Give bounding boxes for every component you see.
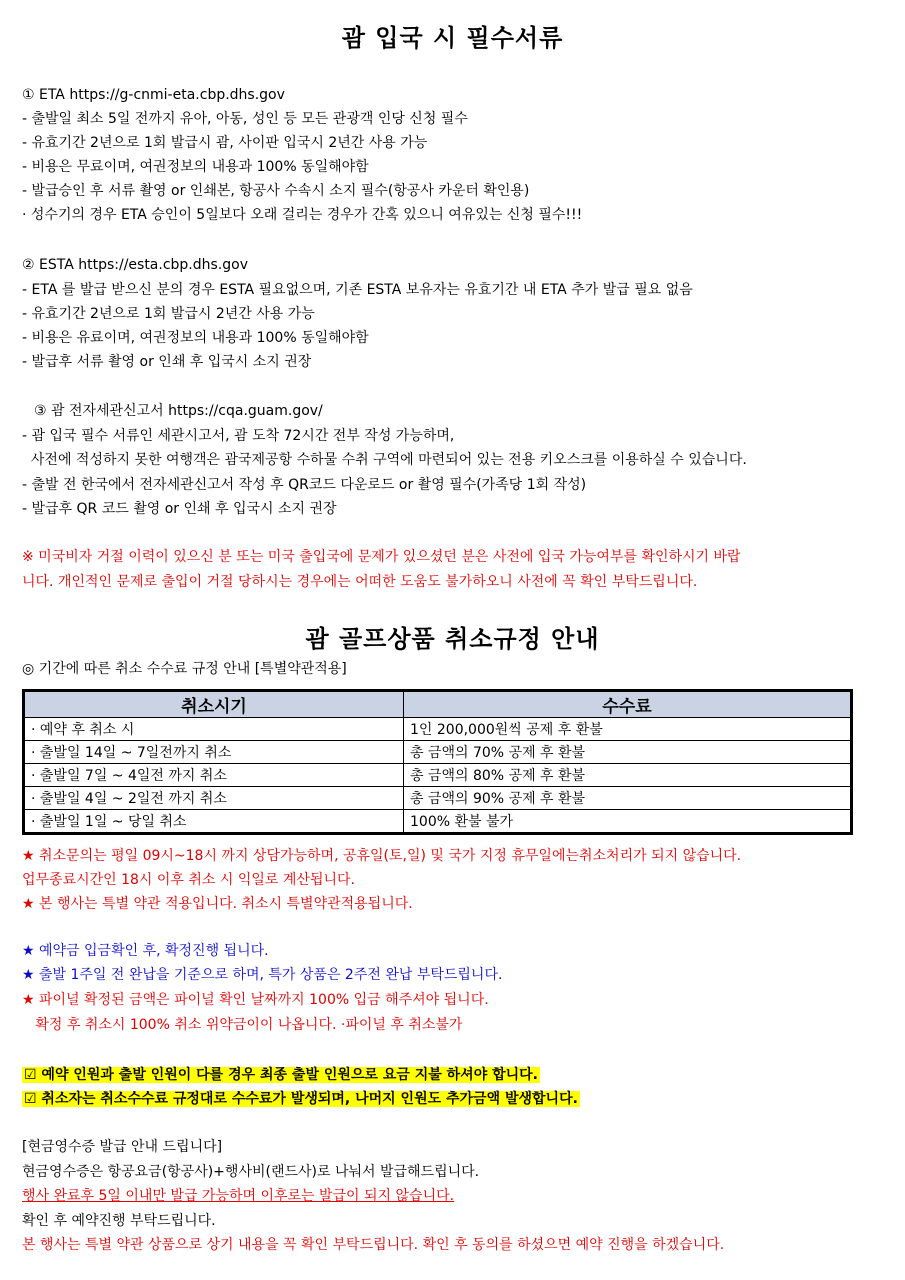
period-cell: · 출발일 4일 ~ 2일전 까지 취소 (24, 787, 404, 810)
cancel-policy-title: 괌 골프상품 취소규정 안내 (305, 625, 600, 653)
highlight-notice (22, 1090, 580, 1108)
eta-line: - 출발일 최소 5일 전까지 유아, 아동, 성인 등 모든 관광객 인당 신청 필수 (22, 111, 468, 127)
cancel-time-note: 업무종료시간인 18시 이후 취소 시 익일로 계산됩니다. (22, 872, 355, 888)
period-cell: · 예약 후 취소 시 (24, 718, 404, 741)
fee-cell: 총 금액의 70% 공제 후 환불 (404, 741, 852, 764)
fee-cell: 1인 200,000원씩 공제 후 환불 (404, 718, 852, 741)
eta-line: - 발급승인 후 서류 촬영 or 인쇄본, 항공사 수속시 소지 필수(항공사 카운터 확인용) (22, 183, 530, 199)
headcount-highlight: ☑ 예약 인원과 출발 인원이 다를 경우 최종 출발 인원으로 요금 지불 하셔야 합니다. (24, 1067, 538, 1083)
table-row (24, 810, 852, 834)
esta-heading: ② ESTA https://esta.cbp.dhs.gov (22, 257, 248, 273)
cancel-inquiry-note: ★ 취소문의는 평일 09시~18시 까지 상담가능하며, 공휴일(토,일) 및 국가 지정 휴무일에는취소처리가 되지 않습니다. (22, 848, 742, 864)
table-header-row (24, 691, 852, 718)
receipt-heading: [현금영수증 발급 안내 드립니다] (22, 1139, 223, 1155)
page-title: 괌 입국 시 필수서류 (341, 24, 564, 52)
eta-line: - 유효기간 2년으로 1회 발급시 괌, 사이판 입국시 2년간 사용 가능 (22, 135, 428, 151)
esta-line: - 유효기간 2년으로 1회 발급시 2년간 사용 가능 (22, 306, 315, 322)
full-payment-note: ★ 출발 1주일 전 완납을 기준으로 하며, 특가 상품은 2주전 완납 부탁드립니다. (22, 967, 503, 983)
column-header-period: 취소시기 (24, 691, 404, 718)
fee-cell: 총 금액의 90% 공제 후 환불 (404, 787, 852, 810)
table-row (24, 787, 852, 810)
final-cancel-note: 확정 후 취소시 100% 취소 위약금이이 나옵니다. ·파이널 후 취소불가 (22, 1017, 463, 1033)
esta-line: - ETA 를 발급 받으신 분의 경우 ESTA 필요없으며, 기존 ESTA 보유자는 유효기간 내 ETA 추가 발급 필요 없음 (22, 282, 693, 298)
receipt-line: 현금영수증은 항공요금(항공사)+행사비(랜드사)로 나눠서 발급해드립니다. (22, 1164, 480, 1180)
esta-line: - 발급후 서류 촬영 or 인쇄 후 입국시 소지 권장 (22, 354, 312, 370)
customs-heading: ③ 괌 전자세관신고서 https://cqa.guam.gov/ (34, 403, 323, 419)
table-row (24, 741, 852, 764)
column-header-fee: 수수료 (404, 691, 852, 718)
esta-line: - 비용은 유료이며, 여권정보의 내용과 100% 동일해야함 (22, 330, 369, 346)
cancel-fee-table (22, 689, 853, 835)
visa-notice-line: 니다. 개인적인 문제로 출입이 거절 당하시는 경우에는 어떠한 도움도 불가하오니 사전에 꼭 확인 부탁드립니다. (22, 574, 698, 590)
table-row (24, 764, 852, 787)
fee-cell: 100% 환불 불가 (404, 810, 852, 834)
fee-cell: 총 금액의 80% 공제 후 환불 (404, 764, 852, 787)
period-cell: · 출발일 7일 ~ 4일전 까지 취소 (24, 764, 404, 787)
final-confirmation-line: 본 행사는 특별 약관 상품으로 상기 내용을 꼭 확인 부탁드립니다. 확인 후 동의를 하셨으면 예약 진행을 하겠습니다. (22, 1237, 725, 1253)
customs-line: - 괌 입국 필수 서류인 세관시고서, 괌 도착 72시간 전부 작성 가능하며, (22, 428, 455, 444)
customs-line: - 발급후 QR 코드 촬영 or 인쇄 후 입국시 소지 권장 (22, 501, 337, 517)
highlight-notice (22, 1066, 540, 1084)
period-cell: · 출발일 14일 ~ 7일전까지 취소 (24, 741, 404, 764)
eta-line: · 성수기의 경우 ETA 승인이 5일보다 오래 걸리는 경우가 간혹 있으니 여유있는 신청 필수!!! (22, 207, 583, 223)
eta-heading: ① ETA https://g-cnmi-eta.cbp.dhs.gov (22, 87, 285, 103)
table-row (24, 718, 852, 741)
deposit-note: ★ 예약금 입금확인 후, 확정진행 됩니다. (22, 943, 269, 959)
customs-line: 사전에 적성하지 못한 여행객은 괌국제공항 수하물 수취 구역에 마련되어 있는 전용 키오스크를 이용하실 수 있습니다. (22, 452, 747, 468)
receipt-deadline-line: 행사 완료후 5일 이내만 발급 가능하며 이후로는 발급이 되지 않습니다. (22, 1188, 455, 1204)
special-terms-note: ★ 본 행사는 특별 약관 적용입니다. 취소시 특별약관적용됩니다. (22, 896, 413, 912)
period-cell: · 출발일 1일 ~ 당일 취소 (24, 810, 404, 834)
receipt-line: 확인 후 예약진행 부탁드립니다. (22, 1213, 216, 1229)
cancel-fee-highlight: ☑ 취소자는 취소수수료 규정대로 수수료가 발생되며, 나머지 인원도 추가금액 발생합니다. (24, 1091, 578, 1107)
customs-line: - 출발 전 한국에서 전자세관신고서 작성 후 QR코드 다운로드 or 촬영 필수(가족당 1회 작성) (22, 477, 587, 493)
cancel-subtitle: ◎ 기간에 따른 취소 수수료 규정 안내 [특별약관적용] (22, 661, 347, 677)
final-payment-note: ★ 파이널 확정된 금액은 파이널 확인 날짜까지 100% 입금 해주셔야 됩니다. (22, 992, 489, 1008)
visa-notice-line: ※ 미국비자 거절 이력이 있으신 분 또는 미국 출입국에 문제가 있으셨던 분은 사전에 입국 가능여부를 확인하시기 바랍 (22, 549, 741, 565)
eta-line: - 비용은 무료이며, 여권정보의 내용과 100% 동일해야함 (22, 159, 369, 175)
